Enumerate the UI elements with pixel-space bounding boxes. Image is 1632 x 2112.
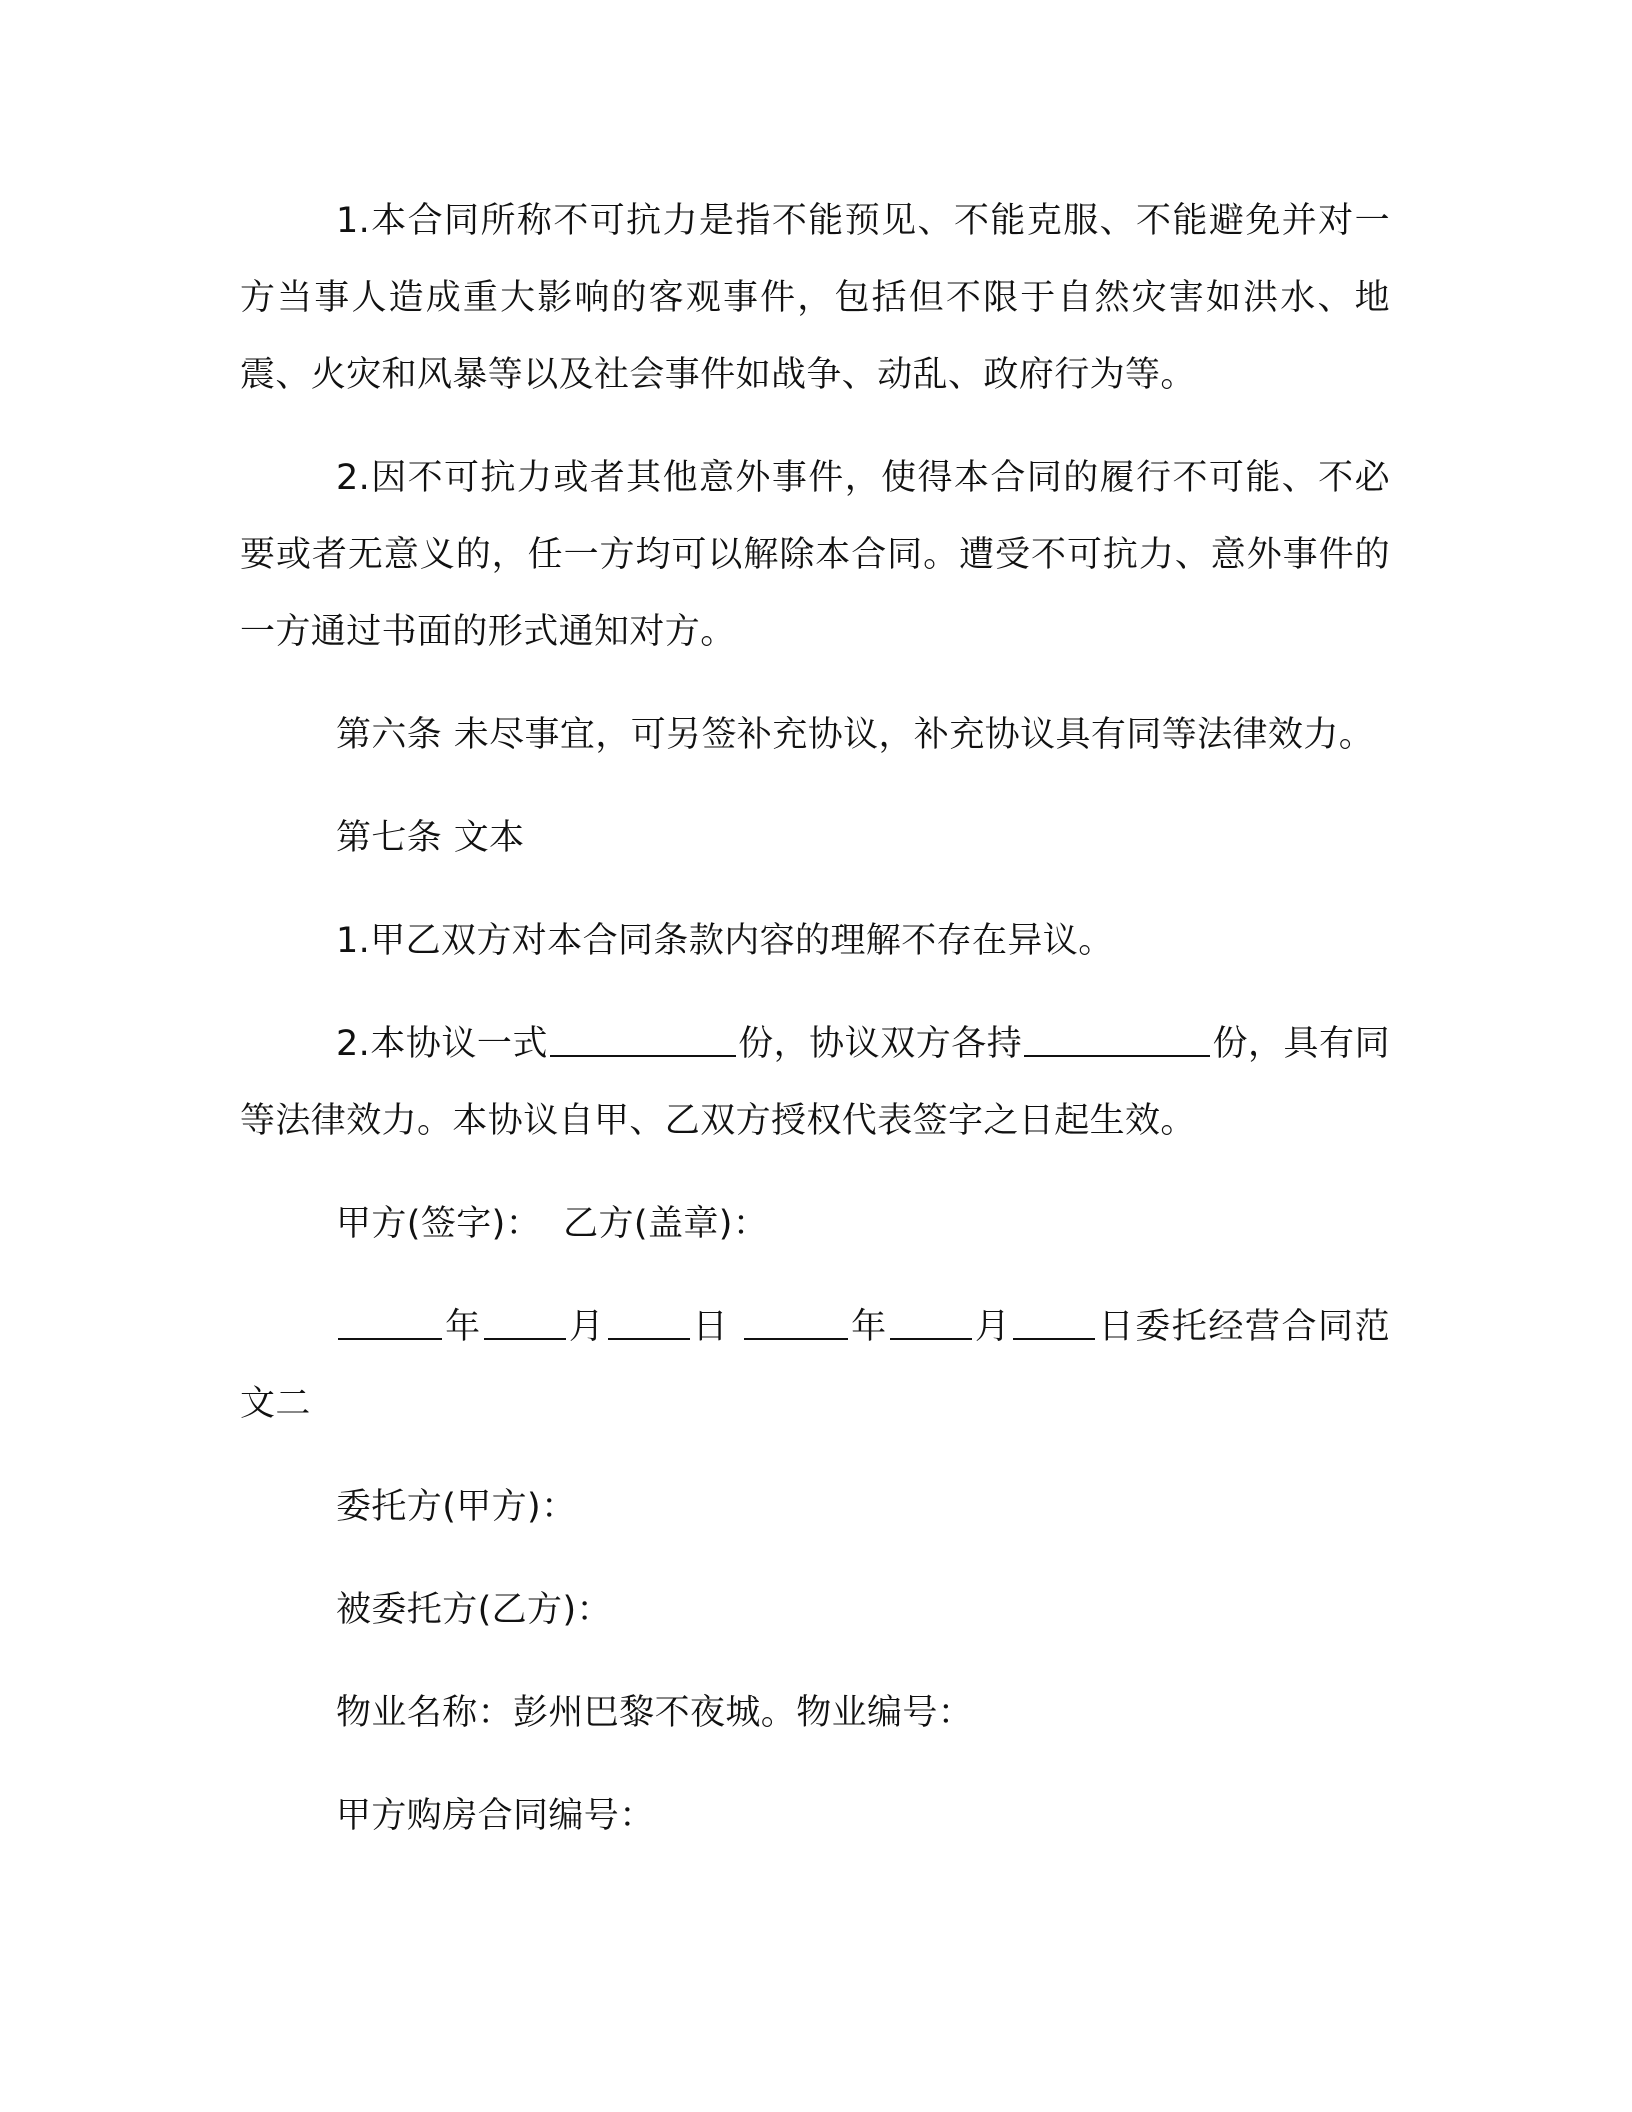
- article-seven-clause-one: 1.甲乙双方对本合同条款内容的理解不存在异议。: [336, 921, 1114, 961]
- article-seven-clause-two: [240, 1006, 1390, 1160]
- purchase-contract-number-field: 甲方购房合同编号：: [336, 1796, 655, 1836]
- principal-field: 委托方(甲方)：: [336, 1487, 577, 1527]
- article-six: 第六条 未尽事宜，可另签补充协议，补充协议具有同等法律效力。: [336, 715, 1375, 755]
- year-label: 年: [444, 1307, 482, 1347]
- sample-contract-title: 委托经营合同范文二: [240, 1307, 1391, 1424]
- party-b-seal-label: 乙方(盖章)：: [563, 1204, 769, 1244]
- party-a-signature-label: 甲方(签字)：: [336, 1204, 542, 1244]
- party-a-day-blank[interactable]: [608, 1301, 690, 1340]
- year-label: 年: [849, 1307, 888, 1347]
- copies-total-blank[interactable]: [550, 1018, 736, 1057]
- agent-field: 被委托方(乙方)：: [336, 1590, 612, 1630]
- party-b-month-blank[interactable]: [890, 1301, 972, 1340]
- force-majeure-termination: 2.因不可抗力或者其他意外事件，使得本合同的履行不可能、不必要或者无意义的，任一方均可以解除本合同。遭受不可抗力、意外事件的一方通过书面的形式通知对方。: [240, 458, 1390, 652]
- day-label: 日: [691, 1307, 730, 1347]
- party-b-day-blank[interactable]: [1013, 1301, 1095, 1340]
- party-a-month-blank[interactable]: [484, 1301, 566, 1340]
- month-label: 月: [567, 1307, 606, 1347]
- copies-clause-part3: 份，具有同等法律效力。本协议自甲、乙双方授权代表签字之日起生效。: [240, 1024, 1390, 1141]
- signature-line: [240, 1186, 1390, 1263]
- article-seven-heading: 第七条 文本: [336, 818, 525, 858]
- date-line: [240, 1289, 1390, 1443]
- copies-each-blank[interactable]: [1024, 1018, 1210, 1057]
- month-label: 月: [973, 1307, 1012, 1347]
- party-a-year-blank[interactable]: [338, 1301, 442, 1340]
- party-b-year-blank[interactable]: [744, 1301, 848, 1340]
- copies-clause-part2: 份，协议双方各持: [737, 1024, 1023, 1064]
- document-body: [240, 183, 1390, 1881]
- force-majeure-definition: 1.本合同所称不可抗力是指不能预见、不能克服、不能避免并对一方当事人造成重大影响的客观事件，包括但不限于自然灾害如洪水、地震、火灾和风暴等以及社会事件如战争、动乱、政府行为等。: [240, 201, 1390, 395]
- property-field: 物业名称：彭州巴黎不夜城。物业编号：: [336, 1693, 974, 1733]
- copies-clause-part1: 2.本协议一式: [336, 1024, 548, 1064]
- day-label: 日: [1097, 1307, 1136, 1347]
